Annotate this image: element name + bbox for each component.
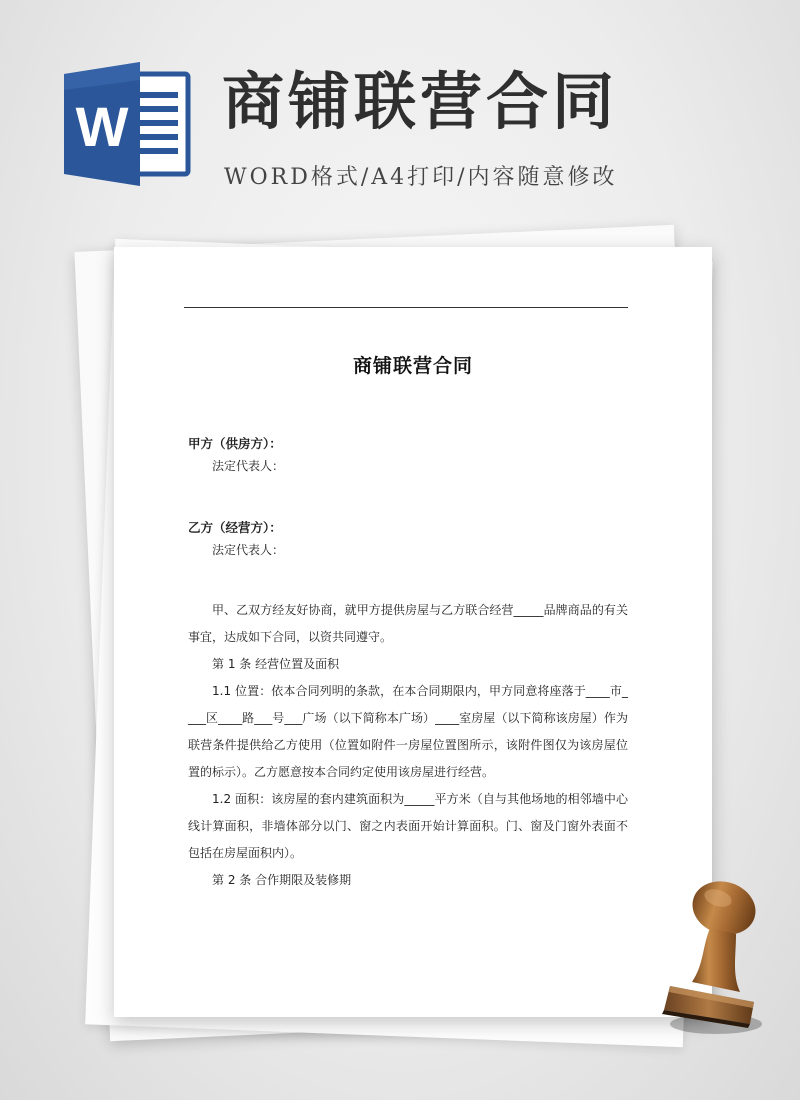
- document-page: [114, 247, 712, 1017]
- party-a-label: 甲方（供房方）：: [188, 436, 282, 451]
- clause-1-2: 1.2 面积：该房屋的套内建筑面积为_____平方米（自与其他场地的相邻墙中心线计算面积，非墙体部分以门、窗之内表面开始计算面积。门、窗及门窗外表面不包括在房屋面积内）。: [188, 792, 628, 860]
- document-title: 商铺联营合同: [352, 355, 473, 377]
- wooden-stamp-icon: [652, 878, 768, 1038]
- party-b-representative: 法定代表人：: [212, 543, 285, 557]
- party-a-representative: 法定代表人：: [212, 459, 285, 473]
- document-body: [188, 433, 628, 894]
- banner-subtitle: WORD格式/A4打印/内容随意修改: [224, 165, 618, 190]
- word-logo-letter: W: [75, 95, 129, 158]
- article-1-heading: 第 1 条 经营位置及面积: [212, 657, 340, 671]
- intro-paragraph: 甲、乙双方经友好协商，就甲方提供房屋与乙方联合经营_____品牌商品的有关事宜，达成如下合同，以资共同遵守。: [188, 603, 628, 644]
- clause-1-1: 1.1 位置：依本合同列明的条款，在本合同期限内，甲方同意将座落于____市____区____路___号___广场（以下简称本广场）____室房屋（以下简称该房屋）作为联营条件提供给乙方使用（位置如附件一房屋位置图所示，该附件图仅为该房屋位置的标示）。乙方愿意按本合同约定使用该房屋进行经营。: [188, 684, 628, 779]
- banner-title: 商铺联营合同: [222, 65, 619, 138]
- header-rule: [184, 307, 628, 308]
- party-b-label: 乙方（经营方）：: [188, 520, 282, 535]
- article-2-heading: 第 2 条 合作期限及装修期: [212, 873, 352, 887]
- word-logo-icon: [62, 60, 192, 188]
